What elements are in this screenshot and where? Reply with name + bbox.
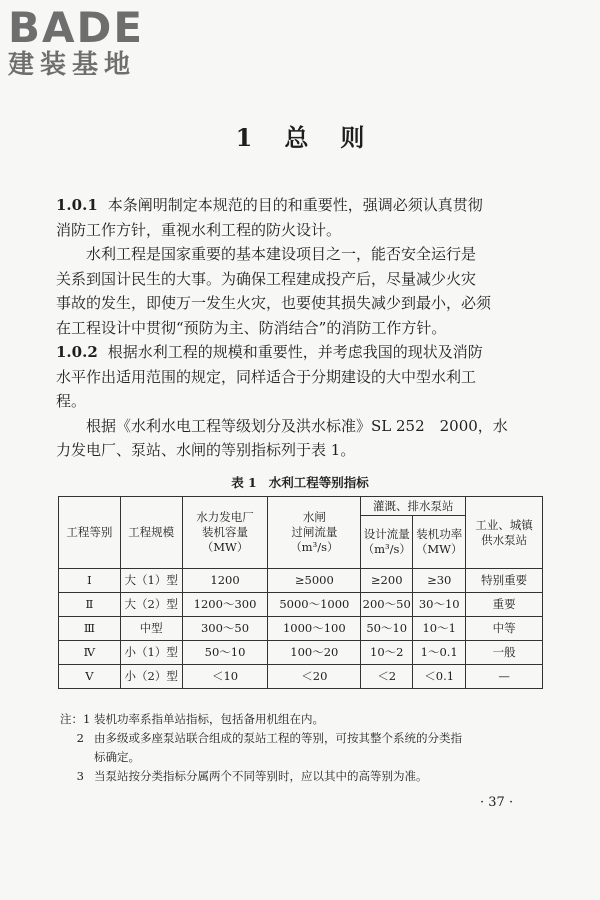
header-hydro-line2: 装机容量 <box>202 525 249 539</box>
cell-sluice: ＜20 <box>268 665 361 689</box>
header-sluice-unit: （m³/s） <box>290 540 339 554</box>
header-supply-line1: 工业、城镇 <box>475 517 533 532</box>
chapter-title <box>0 118 600 153</box>
header-hydro-line1: 水力发电厂 <box>196 510 254 524</box>
cell-hydro: 50～10 <box>182 641 268 665</box>
table-row <box>59 617 543 641</box>
clause-text: 本条阐明制定本规范的目的和重要性，强调必须认真贯彻 <box>107 196 483 214</box>
header-hydro-unit: （MW） <box>201 540 249 554</box>
clause-1-0-2-line3: 程。 <box>56 392 87 410</box>
header-grade: 工程等别 <box>59 497 121 569</box>
cell-grade: Ⅳ <box>59 641 121 665</box>
cell-pump-flow: 200～50 <box>361 593 413 617</box>
header-sluice <box>268 497 361 569</box>
clause-1-0-1-line1 <box>56 193 546 218</box>
cell-pump-power: ≥30 <box>413 569 466 593</box>
section-1-0-1 <box>56 193 546 340</box>
table-caption-label: 表 1 <box>231 475 257 490</box>
table-caption <box>0 473 600 491</box>
cell-pump-flow: 10～2 <box>361 641 413 665</box>
note-text: 装机功率系指单站指标，包括备用机组在内。 <box>94 712 324 726</box>
cell-supply: 中等 <box>466 617 543 641</box>
paragraph-line: 在工程设计中贯彻“预防为主、防消结合”的消防工作方针。 <box>56 318 447 337</box>
cell-hydro: ＜10 <box>182 665 268 689</box>
cell-scale: 大（2）型 <box>120 593 182 617</box>
cell-scale: 小（1）型 <box>120 641 182 665</box>
cell-scale: 大（1）型 <box>120 569 182 593</box>
cell-grade: Ⅴ <box>59 665 121 689</box>
paragraph-line: 力发电厂、泵站、水闸的等别指标列于表 1。 <box>56 441 356 459</box>
cell-hydro: 1200～300 <box>182 593 268 617</box>
cell-pump-power: ＜0.1 <box>413 665 466 689</box>
cell-pump-flow: ≥200 <box>361 569 413 593</box>
table-row <box>59 593 543 617</box>
logo <box>8 3 145 80</box>
header-supply <box>466 497 543 569</box>
note-label: 3 <box>76 769 84 783</box>
cell-sluice: 100～20 <box>268 641 361 665</box>
cell-pump-power: 1～0.1 <box>413 641 466 665</box>
header-sluice-line1: 水闸 <box>302 510 326 524</box>
note-2 <box>60 729 550 767</box>
cell-grade: Ⅱ <box>59 593 121 617</box>
cell-grade: Ⅲ <box>59 617 121 641</box>
chapter-title-part1: 总 <box>284 123 309 152</box>
cell-supply: — <box>466 665 543 689</box>
clause-text: 根据水利工程的规模和重要性，并考虑我国的现状及消防 <box>107 343 483 361</box>
cell-supply: 特别重要 <box>466 569 543 593</box>
table-header-row <box>59 497 543 516</box>
cell-pump-flow: 50～10 <box>361 617 413 641</box>
cell-scale: 中型 <box>120 617 182 641</box>
header-scale: 工程规模 <box>120 497 182 569</box>
cell-hydro: 1200 <box>182 569 268 593</box>
paragraph-line: 根据《水利水电工程等级划分及洪水标准》SL 252 2000，水 <box>86 416 508 435</box>
clause-number: 1.0.2 <box>56 343 98 361</box>
cell-scale: 小（2）型 <box>120 665 182 689</box>
table-row <box>59 641 543 665</box>
cell-sluice: 1000～100 <box>268 617 361 641</box>
table-notes <box>60 710 550 786</box>
note-1 <box>60 710 550 729</box>
note-text-line2: 标确定。 <box>94 750 140 764</box>
clause-1-0-2-line1 <box>56 340 546 365</box>
header-pump-flow <box>361 516 413 569</box>
clause-1-0-2-line2: 水平作出适用范围的规定，同样适合于分期建设的大中型水利工 <box>56 367 477 386</box>
logo-brand-cn: 建装基地 <box>8 50 137 80</box>
header-pump-power-unit: （MW） <box>415 542 463 556</box>
note-text <box>94 729 550 767</box>
paragraph-line: 事故的发生，即使万一发生火灾，也要使其损失减少到最小，必须 <box>56 294 492 312</box>
cell-grade: Ⅰ <box>59 569 121 593</box>
note-text-line1: 由多级或多座泵站联合组成的泵站工程的等别，可按其整个系统的分类指 <box>94 731 462 745</box>
header-pump-power <box>413 516 466 569</box>
cell-pump-flow: ＜2 <box>361 665 413 689</box>
cell-pump-power: 30～10 <box>413 593 466 617</box>
cell-supply: 一般 <box>466 641 543 665</box>
paragraph-line: 关系到国计民生的大事。为确保工程建成投产后，尽量减少火灾 <box>56 269 477 288</box>
chapter-number: 1 <box>235 123 253 152</box>
header-hydro <box>182 497 268 569</box>
page-number: · 37 · <box>480 795 514 810</box>
note-text: 当泵站按分类指标分属两个不同等别时，应以其中的高等别为准。 <box>94 769 428 783</box>
cell-supply: 重要 <box>466 593 543 617</box>
header-pump-group: 灌溉、排水泵站 <box>361 497 466 516</box>
cell-hydro: 300～50 <box>182 617 268 641</box>
logo-brand-en: BADE <box>8 3 145 52</box>
paragraph-line: 水利工程是国家重要的基本建设项目之一，能否安全运行是 <box>86 245 477 263</box>
cell-pump-power: 10～1 <box>413 617 466 641</box>
table-row <box>59 665 543 689</box>
grade-table <box>58 496 543 689</box>
header-pump-power-line1: 装机功率 <box>416 527 463 541</box>
header-supply-line2: 供水泵站 <box>481 532 528 547</box>
cell-sluice: ≥5000 <box>268 569 361 593</box>
header-sluice-line2: 过闸流量 <box>291 525 338 539</box>
clause-1-0-1-line2: 消防工作方针，重视水利工程的防火设计。 <box>56 220 342 239</box>
header-pump-flow-unit: （m³/s） <box>362 542 411 556</box>
header-pump-flow-line1: 设计流量 <box>363 527 410 541</box>
chapter-title-part2: 则 <box>340 123 365 152</box>
cell-sluice: 5000～1000 <box>268 593 361 617</box>
table-row <box>59 569 543 593</box>
note-label: 注：1 <box>60 712 91 726</box>
table-caption-title: 水利工程等别指标 <box>268 475 369 490</box>
clause-number: 1.0.1 <box>56 196 98 214</box>
section-1-0-2 <box>56 340 546 463</box>
note-label: 2 <box>76 731 84 745</box>
note-3 <box>60 767 550 786</box>
